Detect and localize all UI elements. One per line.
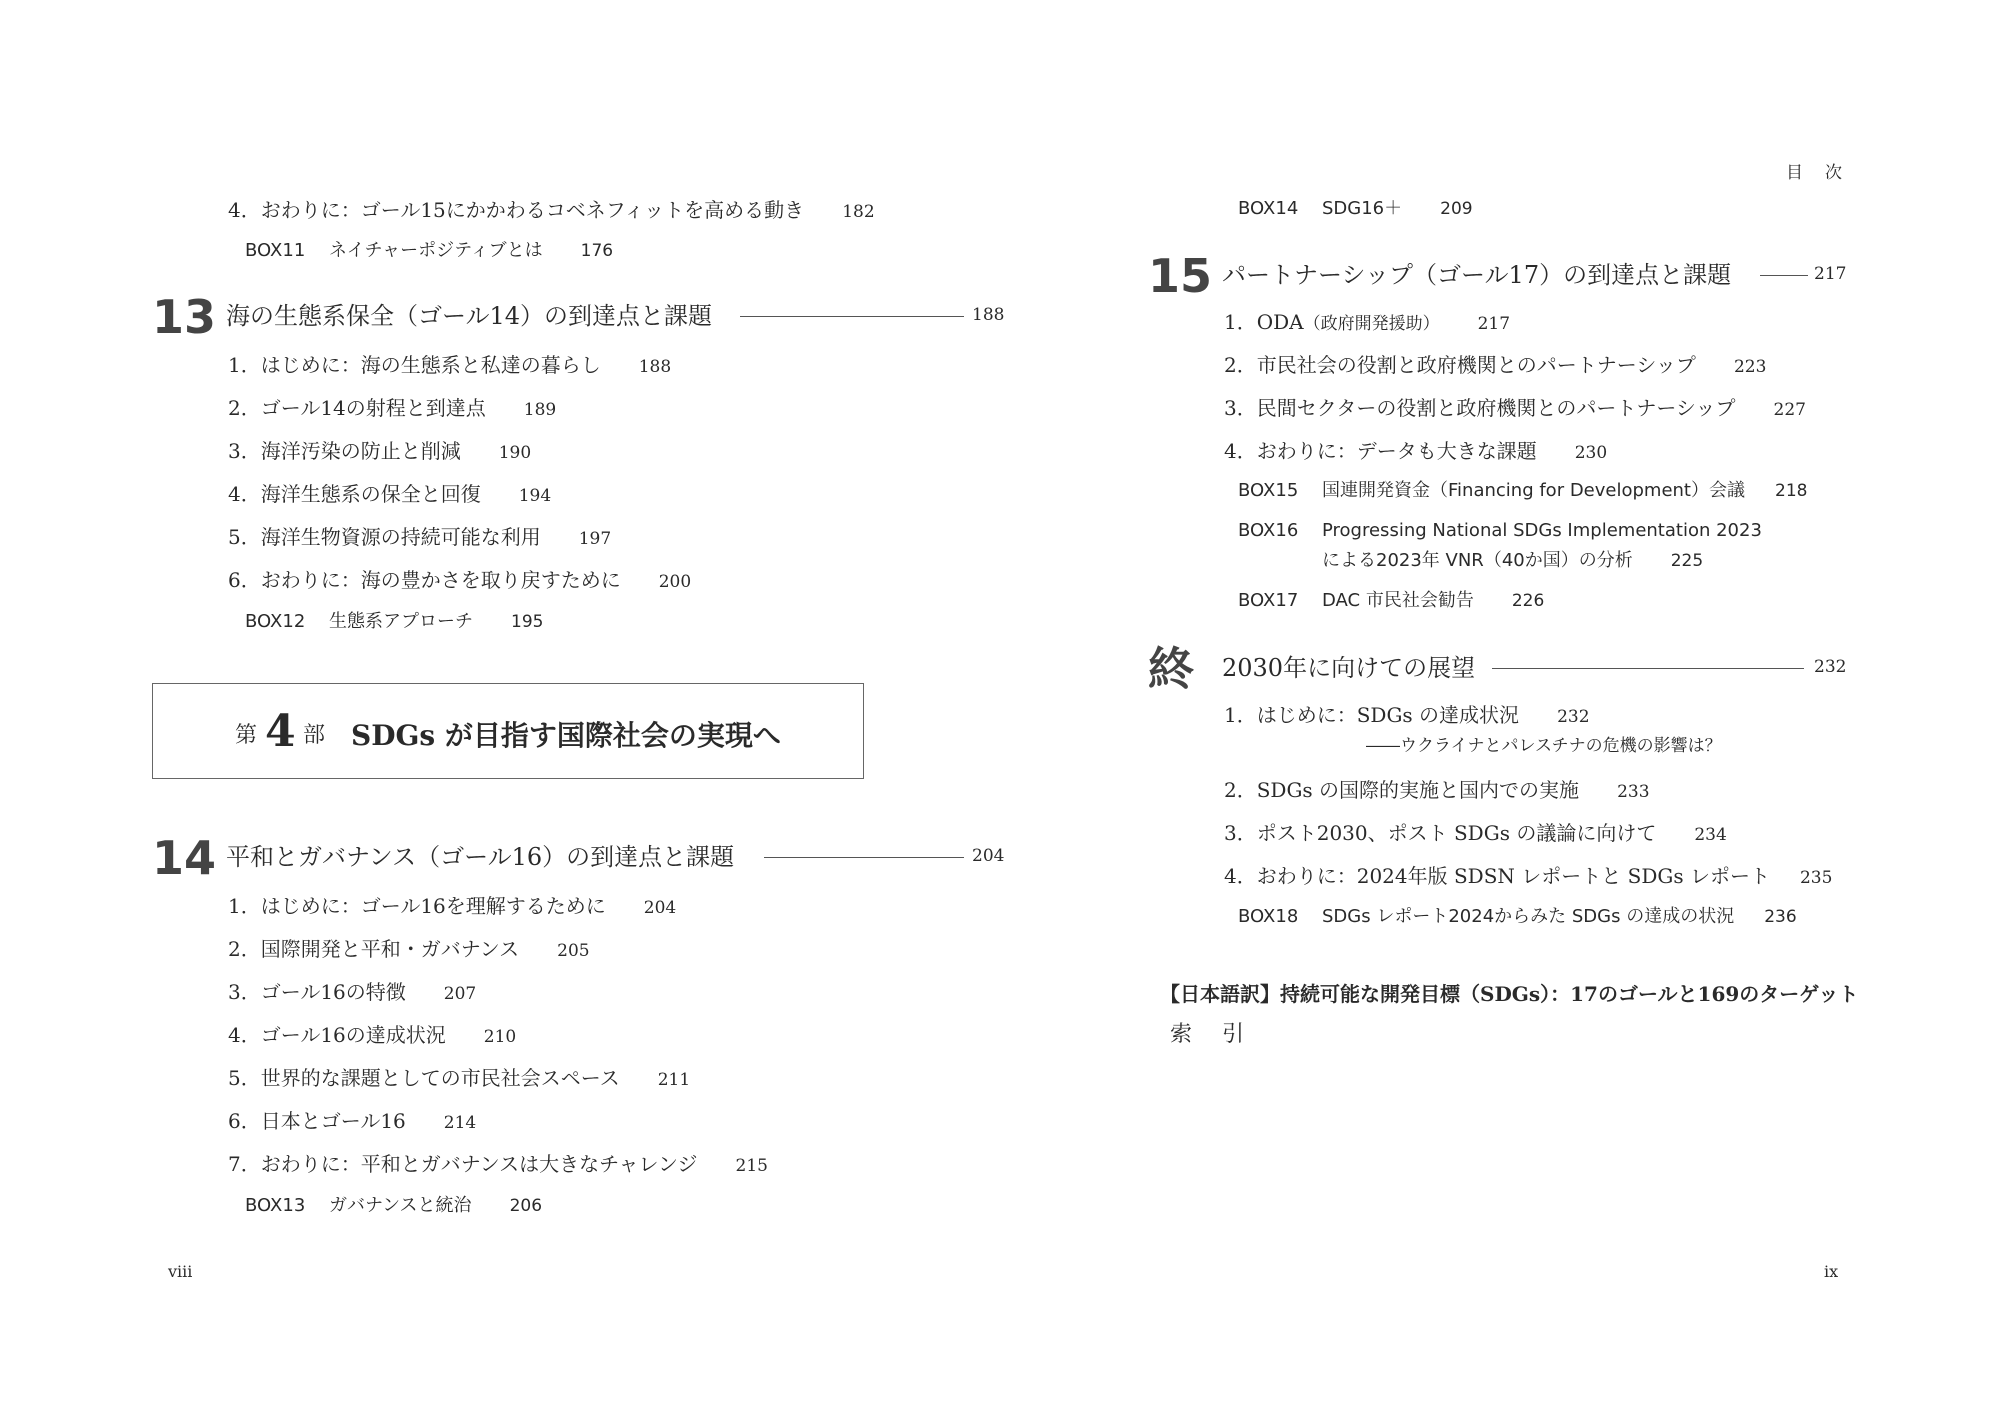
toc-entry[interactable] — [228, 355, 671, 376]
entry-page-number: 197 — [578, 529, 612, 549]
toc-entry[interactable] — [228, 398, 556, 419]
box-tag: BOX16 — [1238, 520, 1299, 541]
entry-title: 1．はじめに：SDGs の達成状況 — [1224, 703, 1520, 727]
toc-entry[interactable] — [228, 570, 691, 591]
entry-title: 2．国際開発と平和・ガバナンス — [228, 937, 520, 961]
toc-entry[interactable] — [1224, 705, 1590, 726]
toc-entry[interactable] — [228, 982, 476, 1003]
box-page-number: 176 — [580, 241, 614, 261]
index-entry[interactable]: 索引 — [1170, 1022, 1275, 1047]
entry-title: 5．世界的な課題としての市民社会スペース — [228, 1066, 620, 1090]
entry-page-number: 194 — [518, 486, 552, 506]
entry-page-number: 182 — [842, 202, 875, 222]
leader-line — [740, 316, 964, 317]
entry-title: 7．おわりに：平和とガバナンスは大きなチャレンジ — [228, 1152, 698, 1176]
part-prefix: 第 — [235, 723, 258, 748]
entry-note: （政府開発援助） — [1303, 314, 1440, 334]
box-entry[interactable] — [1238, 482, 1807, 500]
box-tag: BOX15 — [1238, 480, 1299, 501]
running-header: 目次 — [1786, 163, 1864, 183]
toc-entry[interactable] — [228, 896, 676, 917]
entry-page-number: 227 — [1773, 400, 1806, 420]
box-tag: BOX18 — [1238, 906, 1299, 927]
box-page-number: 195 — [511, 612, 544, 632]
box-entry[interactable] — [1238, 592, 1544, 610]
entry-title: 4．海洋生態系の保全と回復 — [228, 482, 481, 506]
entry-page-number: 233 — [1617, 782, 1650, 802]
entry-title: 6．日本とゴール16 — [228, 1109, 406, 1133]
box-tag: BOX17 — [1238, 590, 1299, 611]
entry-page-number: 230 — [1574, 443, 1608, 463]
entry-page-number: 217 — [1477, 314, 1511, 334]
entry-title: 3．ポスト2030、ポスト SDGs の議論に向けて — [1224, 821, 1657, 845]
entry-page-number: 210 — [483, 1027, 517, 1047]
chapter-title: 海の生態系保全（ゴール14）の到達点と課題 — [226, 302, 713, 330]
part-heading-box[interactable] — [152, 683, 864, 779]
toc-entry[interactable] — [228, 200, 875, 221]
chapter-number: 14 — [152, 831, 217, 885]
chapter-page-number: 188 — [972, 305, 1005, 325]
box-title: SDGs レポート2024からみた SDGs の達成の状況 — [1322, 906, 1735, 927]
toc-entry[interactable] — [1224, 823, 1727, 844]
box-entry[interactable] — [245, 242, 613, 260]
box-page-number: 236 — [1764, 907, 1797, 927]
box-title: ネイチャーポジティブとは — [329, 240, 543, 261]
box-title: DAC 市民社会勧告 — [1322, 590, 1474, 611]
entry-page-number: 200 — [658, 572, 692, 592]
chapter-number: 13 — [152, 290, 217, 344]
box-entry-continuation[interactable] — [1322, 552, 1703, 570]
entry-title: 3．民間セクターの役割と政府機関とのパートナーシップ — [1224, 396, 1736, 420]
toc-entry[interactable] — [1224, 355, 1766, 376]
entry-title: 3．ゴール16の特徴 — [228, 980, 406, 1004]
entry-page-number: 188 — [638, 357, 672, 377]
entry-page-number: 232 — [1557, 707, 1590, 727]
entry-page-number: 189 — [523, 400, 557, 420]
chapter-page-number: 232 — [1814, 657, 1847, 677]
box-entry[interactable] — [245, 613, 543, 631]
toc-entry[interactable] — [1224, 866, 1832, 887]
box-page-number: 218 — [1775, 481, 1808, 501]
box-page-number: 206 — [509, 1196, 543, 1216]
box-entry[interactable] — [245, 1197, 542, 1215]
right-page — [1000, 0, 2000, 1414]
leader-line — [1492, 668, 1804, 669]
entry-title: 4．おわりに：2024年版 SDSN レポートと SDGs レポート — [1224, 864, 1770, 888]
box-tag: BOX14 — [1238, 198, 1299, 219]
entry-page-number: 205 — [557, 941, 590, 961]
part-suffix: 部 — [303, 723, 326, 748]
box-tag: BOX13 — [245, 1195, 306, 1216]
entry-title: 4．おわりに：ゴール15にかかわるコベネフィットを高める動き — [228, 198, 805, 222]
toc-entry[interactable] — [1224, 398, 1806, 419]
entry-title: 2．SDGs の国際的実施と国内での実施 — [1224, 778, 1580, 802]
box-title: Progressing National SDGs Implementation 2023 — [1322, 520, 1762, 541]
box-entry[interactable] — [1238, 522, 1762, 540]
part-number: 4 — [265, 706, 296, 757]
chapter-heading-13[interactable] — [152, 290, 1005, 344]
box-title: 生態系アプローチ — [329, 611, 473, 632]
box-page-number: 209 — [1440, 199, 1473, 219]
toc-entry[interactable] — [228, 1111, 476, 1132]
entry-page-number: 215 — [735, 1156, 768, 1176]
chapter-title: 平和とガバナンス（ゴール16）の到達点と課題 — [226, 843, 735, 871]
toc-entry[interactable] — [228, 1068, 690, 1089]
chapter-heading-final[interactable] — [1148, 642, 1848, 696]
toc-entry[interactable] — [228, 939, 590, 960]
box-title-line2: による2023年 VNR（40か国）の分析 — [1322, 550, 1633, 571]
entry-page-number: 234 — [1694, 825, 1727, 845]
entry-title: 2．市民社会の役割と政府機関とのパートナーシップ — [1224, 353, 1696, 377]
entry-page-number: 214 — [443, 1113, 477, 1133]
page-number-folio: ix — [1824, 1262, 1839, 1281]
entry-subtitle: ――ウクライナとパレスチナの危機の影響は？ — [1366, 736, 1722, 756]
chapter-page-number: 204 — [972, 846, 1005, 866]
toc-entry[interactable] — [228, 1025, 516, 1046]
box-tag: BOX11 — [245, 240, 306, 261]
entry-page-number: 223 — [1733, 357, 1767, 377]
toc-entry[interactable] — [1224, 780, 1650, 801]
box-title: 国連開発資金（Financing for Development）会議 — [1322, 480, 1745, 501]
entry-page-number: 190 — [498, 443, 532, 463]
entry-title: 3．海洋汚染の防止と削減 — [228, 439, 461, 463]
entry-page-number: 207 — [443, 984, 477, 1004]
entry-page-number: 235 — [1799, 868, 1833, 888]
toc-entry[interactable] — [1224, 441, 1607, 462]
entry-title: 1．はじめに：ゴール16を理解するために — [228, 894, 606, 918]
chapter-number: 15 — [1148, 249, 1213, 303]
chapter-title: パートナーシップ（ゴール17）の到達点と課題 — [1222, 261, 1732, 289]
appendix-entry[interactable]: 【日本語訳】持続可能な開発目標（SDGs）：17のゴールと169のターゲット — [1160, 982, 1859, 1006]
entry-title: 4．おわりに：データも大きな課題 — [1224, 439, 1537, 463]
box-title: ガバナンスと統治 — [329, 1195, 472, 1216]
box-page-number: 226 — [1511, 591, 1545, 611]
entry-title: 6．おわりに：海の豊かさを取り戻すために — [228, 568, 621, 592]
page-number-folio: viii — [168, 1262, 193, 1281]
toc-entry[interactable] — [1224, 312, 1510, 333]
box-page-number: 225 — [1670, 551, 1704, 571]
entry-title: 1．ODA — [1224, 310, 1304, 334]
leader-line — [764, 857, 964, 858]
entry-title: 1．はじめに：海の生態系と私達の暮らし — [228, 353, 601, 377]
toc-entry[interactable] — [228, 527, 611, 548]
part-title: SDGs が目指す国際社会の実現へ — [351, 719, 781, 752]
chapter-title: 2030年に向けての展望 — [1222, 654, 1476, 682]
chapter-heading-15[interactable] — [1148, 249, 1848, 303]
chapter-heading-14[interactable] — [152, 831, 1005, 885]
toc-entry[interactable] — [228, 441, 531, 462]
box-title: SDG16＋ — [1322, 198, 1403, 219]
entry-title: 4．ゴール16の達成状況 — [228, 1023, 446, 1047]
entry-title: 5．海洋生物資源の持続可能な利用 — [228, 525, 541, 549]
box-entry[interactable] — [1238, 200, 1473, 218]
chapter-number: 終 — [1148, 642, 1194, 696]
toc-entry[interactable] — [228, 1154, 768, 1175]
box-entry[interactable] — [1238, 908, 1797, 926]
toc-entry[interactable] — [228, 484, 551, 505]
entry-page-number: 204 — [643, 898, 677, 918]
entry-page-number: 211 — [657, 1070, 691, 1090]
leader-line — [1760, 275, 1808, 276]
chapter-page-number: 217 — [1814, 264, 1847, 284]
entry-title: 2．ゴール14の射程と到達点 — [228, 396, 486, 420]
box-tag: BOX12 — [245, 611, 306, 632]
